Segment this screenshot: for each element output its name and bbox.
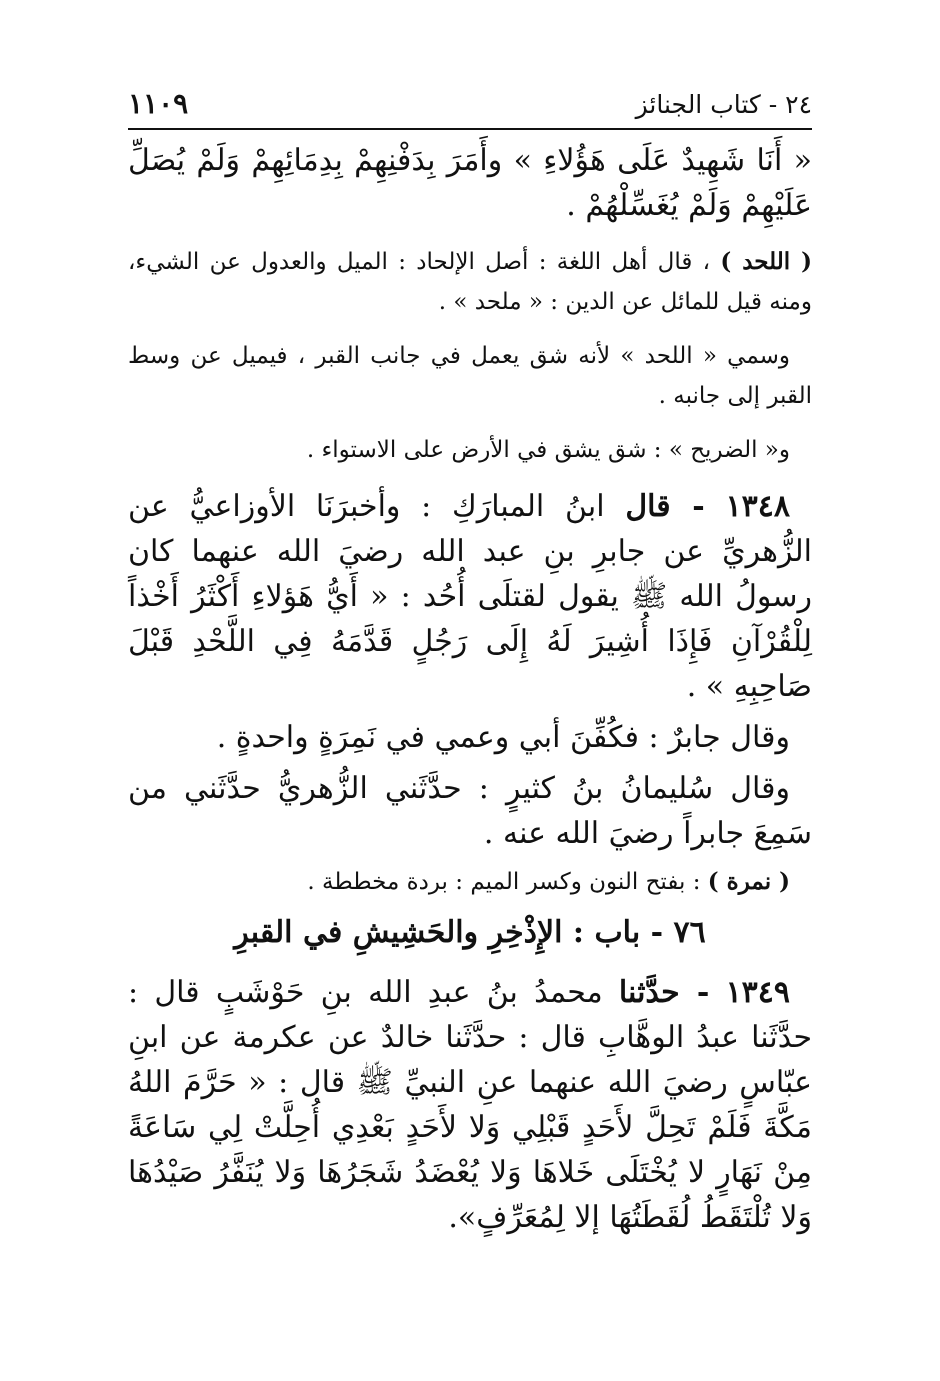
page-number: ١١٠٩ bbox=[128, 87, 189, 120]
hadith-1349-text: محمدُ بنُ عبدِ الله بنِ حَوْشَبٍ قال : حدَّثَنا عبدُ الوهَّابِ قال : حدَّثَنا خالدٌ عن عكرمة عن ابنِ عبّاسٍ رضيَ الله عنهما عنِ النبيِّ ﷺ قال : « حَرَّمَ اللهُ مَكَّةَ فَلَمْ تَحِلَّ لأَحَدٍ قَبْلِي وَلا لأَحَدٍ بَعْدِي أُحِلَّتْ لِي سَاعَةً مِنْ نَهَارٍ لا يُخْتَلَى خَلاهَا وَلا يُعْضَدُ شَجَرُهَا وَلا يُنَفَّرُ صَيْدُهَا وَلا تُلْتَقَطُ لُقَطَتُهَا إلا لِمُعَرِّفٍ». bbox=[128, 975, 812, 1235]
page-header bbox=[128, 84, 812, 124]
note-lahd-text: ، قال أهل اللغة : أصل الإلحاد : الميل والعدول عن الشيء، ومنه قيل للمائل عن الدين : « ملحد » . bbox=[128, 249, 812, 315]
note-darih: و« الضريح » : شق يشق في الأرض على الاستواء . bbox=[306, 437, 790, 463]
header-rule bbox=[128, 128, 812, 130]
hadith-1349: ١٣٤٩ - حدَّثنا محمدُ بنُ عبدِ الله بنِ حَوْشَبٍ قال : حدَّثَنا عبدُ الوهَّابِ قال : حدَّثَنا خالدٌ عن عكرمة عن ابنِ عبّاسٍ رضيَ الله عنهما عنِ النبيِّ ﷺ قال : « حَرَّمَ اللهُ مَكَّةَ فَلَمْ تَحِلَّ لأَحَدٍ قَبْلِي وَلا لأَحَدٍ بَعْدِي أُحِلَّتْ لِي سَاعَةً مِنْ نَهَارٍ لا يُخْتَلَى خَلاهَا وَلا يُعْضَدُ شَجَرُهَا وَلا يُنَفَّرُ صَيْدُهَا وَلا تُلْتَقَطُ لُقَطَتُهَا إلا لِمُعَرِّفٍ». bbox=[128, 975, 812, 1235]
sulayman-statement: وقال سُليمانُ بنُ كثيرٍ : حدَّثَني الزُّهريُّ حدَّثَني من سَمِعَ جابراً رضيَ الله عنه . bbox=[128, 771, 812, 851]
hadith-1349-number: ١٣٤٩ bbox=[725, 975, 791, 1010]
note-lahd-naming: وسمي « اللحد » لأنه شق يعمل في جانب القبر ، فيميل عن وسط القبر إلى جانبه . bbox=[128, 343, 812, 409]
hadith-1349-verb: حدَّثنا bbox=[618, 975, 680, 1010]
note-namira-label: ( نمرة ) bbox=[707, 868, 790, 895]
hadith-1348: ١٣٤٨ - قال ابنُ المبارَكِ : وأخبرَنَا الأوزاعيُّ عن الزُّهريِّ عن جابرِ بنِ عبد الله رضيَ الله عنهما كان رسولُ الله ﷺ يقول لقتلَى أُحُد : « أَيُّ هَؤلاءِ أَكْثَرُ أَخْذاً لِلْقُرْآنِ فَإِذَا أُشِيرَ لَهُ إِلَى رَجُلٍ قَدَّمَهُ فِي اللَّحْدِ قَبْلَ صَاحِبِهِ » . bbox=[128, 489, 812, 704]
note-namira-text: : بفتح النون وكسر الميم : بردة مخططة . bbox=[307, 869, 701, 895]
hadith-1348-text: ابنُ المبارَكِ : وأخبرَنَا الأوزاعيُّ عن الزُّهريِّ عن جابرِ بنِ عبد الله رضيَ الله عنهما كان رسولُ الله ﷺ يقول لقتلَى أُحُد : « أَيُّ هَؤلاءِ أَكْثَرُ أَخْذاً لِلْقُرْآنِ فَإِذَا أُشِيرَ لَهُ إِلَى رَجُلٍ قَدَّمَهُ فِي اللَّحْدِ قَبْلَ صَاحِبِهِ » . bbox=[128, 489, 812, 704]
hadith-1348-number: ١٣٤٨ bbox=[725, 489, 790, 524]
note-lahd-label: ( اللحد ) bbox=[720, 248, 813, 275]
page-body bbox=[128, 138, 812, 1240]
note-namira bbox=[128, 862, 812, 902]
note-lahd bbox=[128, 242, 812, 322]
hadith-continuation: « أَنَا شَهِيدٌ عَلَى هَؤُلاءِ » وأَمَرَ بِدَفْنِهِمْ بِدِمَائِهِمْ وَلَمْ يُصَلِّ عَلَيْهِمْ وَلَمْ يُغَسِّلْهُمْ . bbox=[128, 143, 812, 223]
running-chapter-title: ٢٤ - كتاب الجنائز bbox=[635, 90, 812, 119]
hadith-1348-verb: قال bbox=[625, 489, 671, 524]
jabir-statement: وقال جابرٌ : فكُفِّنَ أبي وعمي في نَمِرَةٍ واحدةٍ . bbox=[216, 720, 790, 755]
chapter-heading: ٧٦ - باب : الإِذْخِرِ والحَشِيشِ في القبرِ bbox=[234, 915, 706, 950]
